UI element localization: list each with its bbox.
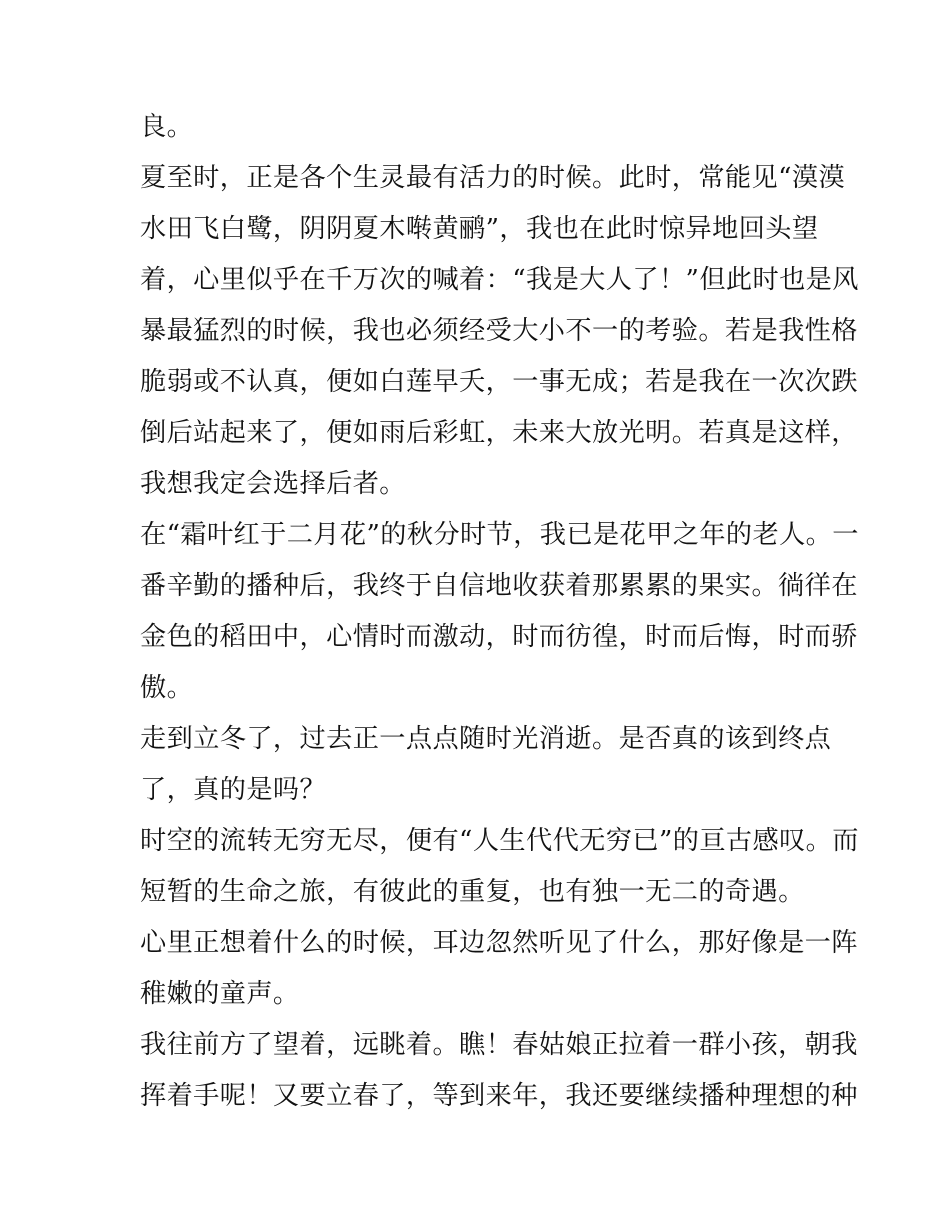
text-line: 时空的流转无穷无尽，便有“人生代代无穷已”的亘古感叹。而 [140,826,859,856]
text-line: 傲。 [140,673,194,703]
text-line: 良。 [140,112,194,142]
text-line: 我想我定会选择后者。 [140,469,406,499]
text-line: 水田飞白鹭，阴阴夏木啭黄鹂”，我也在此时惊异地回头望 [140,214,819,244]
text-line: 着，心里似乎在千万次的喊着：“我是大人了！”但此时也是风 [140,265,859,295]
text-line: 倒后站起来了，便如雨后彩虹，未来大放光明。若真是这样， [140,418,858,448]
text-line: 心里正想着什么的时候，耳边忽然听见了什么，那好像是一阵 [140,928,858,958]
text-line: 金色的稻田中，心情时而激动，时而彷徨，时而后悔，时而骄 [140,622,858,652]
text-line: 番辛勤的播种后，我终于自信地收获着那累累的果实。徜徉在 [140,571,858,601]
text-line: 短暂的生命之旅，有彼此的重复，也有独一无二的奇遇。 [140,877,805,907]
text-line: 稚嫩的童声。 [140,979,300,1009]
text-line: 我往前方了望着，远眺着。瞧！春姑娘正拉着一群小孩，朝我 [140,1030,858,1060]
essay-text [140,102,859,1122]
text-line: 暴最猛烈的时候，我也必须经受大小不一的考验。若是我性格 [140,316,858,346]
text-line: 在“霜叶红于二月花”的秋分时节，我已是花甲之年的老人。一 [140,520,859,550]
text-line: 脆弱或不认真，便如白莲早夭，一事无成；若是我在一次次跌 [140,367,858,397]
text-line: 挥着手呢！又要立春了，等到来年，我还要继续播种理想的种 [140,1081,858,1111]
text-line: 走到立冬了，过去正一点点随时光消逝。是否真的该到终点 [140,724,832,754]
text-line: 了，真的是吗？ [140,775,327,805]
text-line: 夏至时，正是各个生灵最有活力的时候。此时，常能见“漠漠 [140,163,846,193]
